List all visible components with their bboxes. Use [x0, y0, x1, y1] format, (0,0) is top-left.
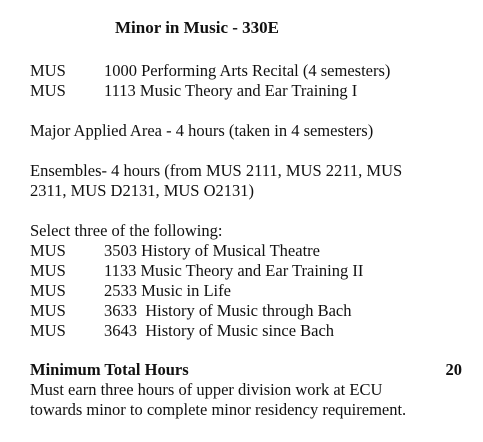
- applied-area-text: Major Applied Area - 4 hours (taken in 4 semesters): [30, 121, 374, 140]
- electives: [30, 221, 470, 341]
- course-code: MUS: [30, 281, 66, 300]
- page-title: Minor in Music - 330E: [115, 18, 280, 37]
- course-description: 1113 Music Theory and Ear Training I: [104, 81, 358, 100]
- required-courses: [30, 61, 470, 101]
- course-code: MUS: [30, 61, 66, 80]
- select-heading: Select three of the following:: [30, 221, 223, 240]
- course-description: 2533 Music in Life: [104, 281, 231, 300]
- course-row: [30, 301, 470, 321]
- residency-note-line: towards minor to complete minor residency requirement.: [30, 400, 407, 419]
- course-code: MUS: [30, 261, 66, 280]
- course-description: 1133 Music Theory and Ear Training II: [104, 261, 364, 280]
- residency-note-line: Must earn three hours of upper division work at ECU: [30, 380, 383, 399]
- course-row: [30, 281, 470, 301]
- applied-area: [30, 121, 470, 141]
- course-code: MUS: [30, 241, 66, 260]
- course-description: 1000 Performing Arts Recital (4 semesters): [104, 61, 391, 80]
- course-code: MUS: [30, 321, 66, 340]
- course-description: 3643 History of Music since Bach: [104, 321, 335, 340]
- ensembles: [30, 161, 470, 201]
- course-row: [30, 61, 470, 81]
- course-code: MUS: [30, 81, 66, 100]
- total-value: 20: [445, 360, 462, 379]
- total-row: [30, 360, 462, 380]
- ensembles-line: 2311, MUS D2131, MUS O2131): [30, 181, 254, 200]
- course-description: 3633 History of Music through Bach: [104, 301, 352, 320]
- course-row: [30, 261, 470, 281]
- course-code: MUS: [30, 301, 66, 320]
- course-row: [30, 321, 470, 341]
- course-description: 3503 History of Musical Theatre: [104, 241, 320, 260]
- totals: [30, 360, 470, 420]
- total-label: Minimum Total Hours: [30, 360, 189, 379]
- course-row: [30, 81, 470, 101]
- ensembles-line: Ensembles- 4 hours (from MUS 2111, MUS 2211, MUS: [30, 161, 403, 180]
- course-row: [30, 241, 470, 261]
